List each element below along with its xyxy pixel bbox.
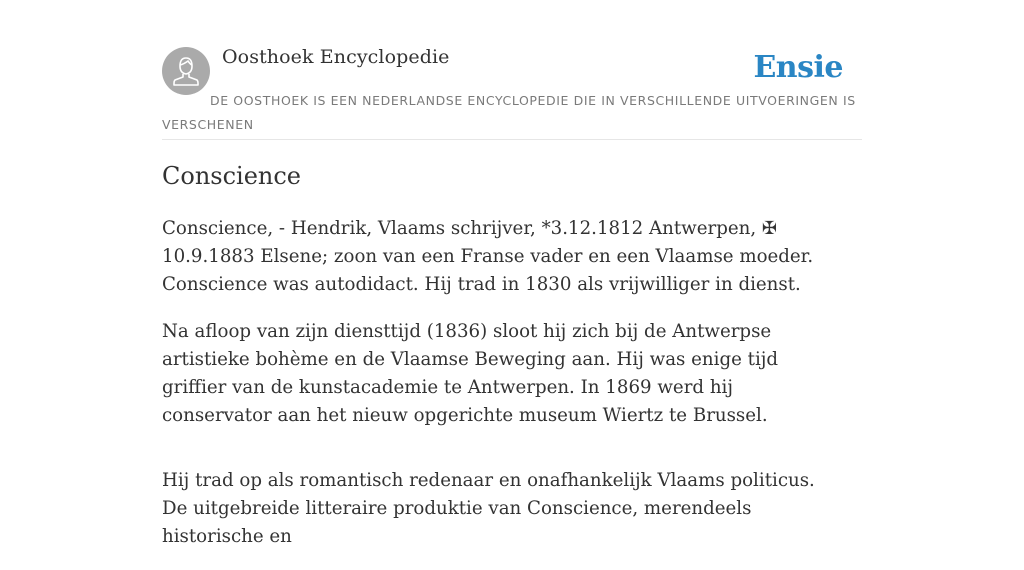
site-tagline: DE OOSTHOEK IS EEN NEDERLANDSE ENCYCLOPEDIE DIE IN VERSCHILLENDE UITVOERINGEN IS VERSCHENEN xyxy=(162,93,856,132)
article-paragraph: Hij trad op als romantisch redenaar en onafhankelijk Vlaams politicus. De uitgebreide litteraire produktie van Conscience, merendeels historische en xyxy=(162,470,815,547)
article-paragraph: Conscience, - Hendrik, Vlaams schrijver, *3.12.1812 Antwerpen, ✠ 10.9.1883 Elsene; zoon van een Franse vader en een Vlaamse moeder. Conscience was autodidact. Hij trad in 1830 als vrijwilliger in dienst. xyxy=(162,218,814,295)
article-paragraph: Na afloop van zijn diensttijd (1836) sloot hij zich bij de Antwerpse artistieke bohème en de Vlaamse Beweging aan. Hij was enige tijd griffier van de kunstacademie te Antwerpen. In 1869 werd hij conservator aan het nieuw opgerichte museum Wiertz te Brussel. xyxy=(162,321,779,426)
article-body xyxy=(162,215,842,570)
page-title: Conscience xyxy=(162,162,302,190)
site-name[interactable]: Oosthoek Encyclopedie xyxy=(222,46,450,68)
brand-logo[interactable]: Ensie xyxy=(753,50,843,85)
user-avatar-icon[interactable] xyxy=(162,47,210,95)
header xyxy=(162,40,862,140)
content-container xyxy=(162,40,862,547)
